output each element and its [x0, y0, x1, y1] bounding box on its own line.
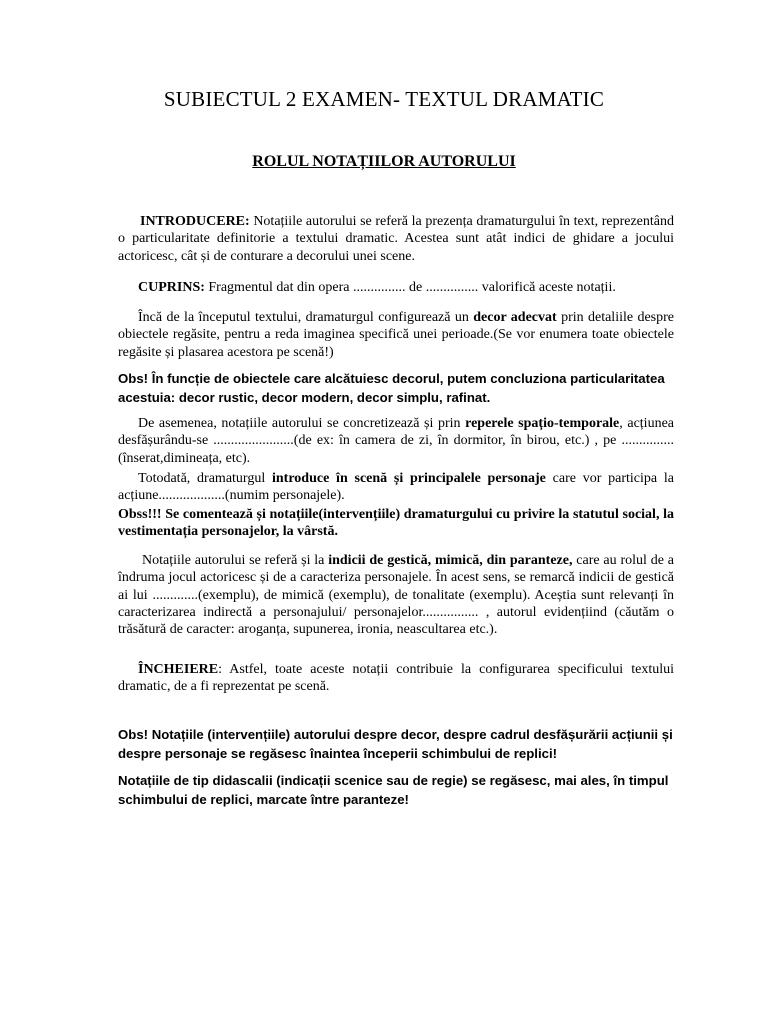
incheiere-paragraph — [118, 661, 674, 696]
document-subtitle: ROLUL NOTAȚIILOR AUTORULUI — [252, 153, 516, 170]
intro-text: Notațiile autorului se referă la prezența dramaturgului în text, reprezentând o particularitate definitorie a textului dramatic. Acestea sunt atât indici de ghidare a jocului actoricesc, cât și de conturare a decorului unei scene. — [118, 214, 674, 264]
gestica-text-1: Notațiile autorului se referă și la — [142, 553, 329, 568]
reper-text-1: De asemenea, notațiile autorului se concretizează și prin — [138, 416, 466, 431]
personaje-text-1: Totodată, dramaturgul — [138, 471, 272, 486]
cuprins-paragraph — [118, 279, 674, 296]
reper-paragraph — [118, 415, 674, 467]
reper-text-2: , acțiunea desfășurându-se .......................(de ex: în camera de zi, în dormitor, în birou, etc.) , pe ...............(înserat,dimineața, etc). — [118, 416, 674, 466]
gestica-text-2: care au rolul de a îndruma jocul actoricesc și de a caracteriza personajele. În acest sens, se remarcă indicii de gestică ai lui .............(exemplu), de mimică (exemplu), de tonalitate (exemplu). Aceștia sunt relevanți în caracterizarea indirectă a personajului/ personajelor................ , autorul evidențiind (căutăm o trăsătură de caracter: aroganța, supunerea, ironia, neascultarea etc.). — [118, 553, 674, 638]
intro-paragraph — [118, 213, 674, 265]
incheiere-text: : Astfel, toate aceste notații contribuie la configurarea specificului textului dramatic, de a fi reprezentat pe scenă. — [118, 662, 674, 695]
decor-text-2: prin detaliile despre obiectele regăsite, pentru a reda imaginea specifică unei perioade.(Se vor enumera toate obiectele regăsite și plasarea acestora pe scenă!) — [118, 310, 674, 360]
document-title: SUBIECTUL 2 EXAMEN- TEXTUL DRAMATIC — [163, 87, 605, 111]
incheiere-label: ÎNCHEIERE — [138, 662, 219, 677]
note-didascalii: Notațiile de tip didascalii (indicații scenice sau de regie) se regăsesc, mai ales, în timpul schimbului de replici, marcate între paranteze! — [118, 773, 669, 807]
gestica-bold: indicii de gestică, mimică, din paranteze, — [328, 553, 573, 568]
gestica-paragraph — [118, 552, 674, 638]
decor-text-1: Încă de la începutul textului, dramaturgul configurează un — [138, 310, 474, 325]
note-decor: Obs! Notațiile (intervențiile) autorului despre decor, despre cadrul desfășurării acțiunii și despre personaje se regăsesc înaintea începerii schimbului de replici! — [118, 727, 673, 761]
decor-paragraph — [118, 309, 674, 361]
personaje-bold: introduce în scenă și principalele personaje — [271, 471, 546, 486]
reper-bold: reperele spațio-temporale — [465, 416, 620, 431]
obs-statut: Obss!!! Se comentează și notațiile(intervențiile) dramaturgului cu privire la statutul social, la vestimentația personajelor, la vârstă. — [118, 507, 674, 540]
personaje-paragraph — [118, 470, 674, 505]
cuprins-label: CUPRINS: — [138, 280, 205, 295]
intro-label: INTRODUCERE: — [140, 214, 250, 229]
decor-bold: decor adecvat — [473, 310, 557, 325]
cuprins-text: Fragmentul dat din opera ............... de ............... valorifică aceste notații. — [204, 280, 616, 295]
personaje-text-2: care vor participa la acțiune...................(numim personajele). — [118, 471, 674, 504]
obs-decor: Obs! În funcție de obiectele care alcătuiesc decorul, putem concluziona particularitatea acestuia: decor rustic, decor modern, decor simplu, rafinat. — [118, 371, 665, 405]
